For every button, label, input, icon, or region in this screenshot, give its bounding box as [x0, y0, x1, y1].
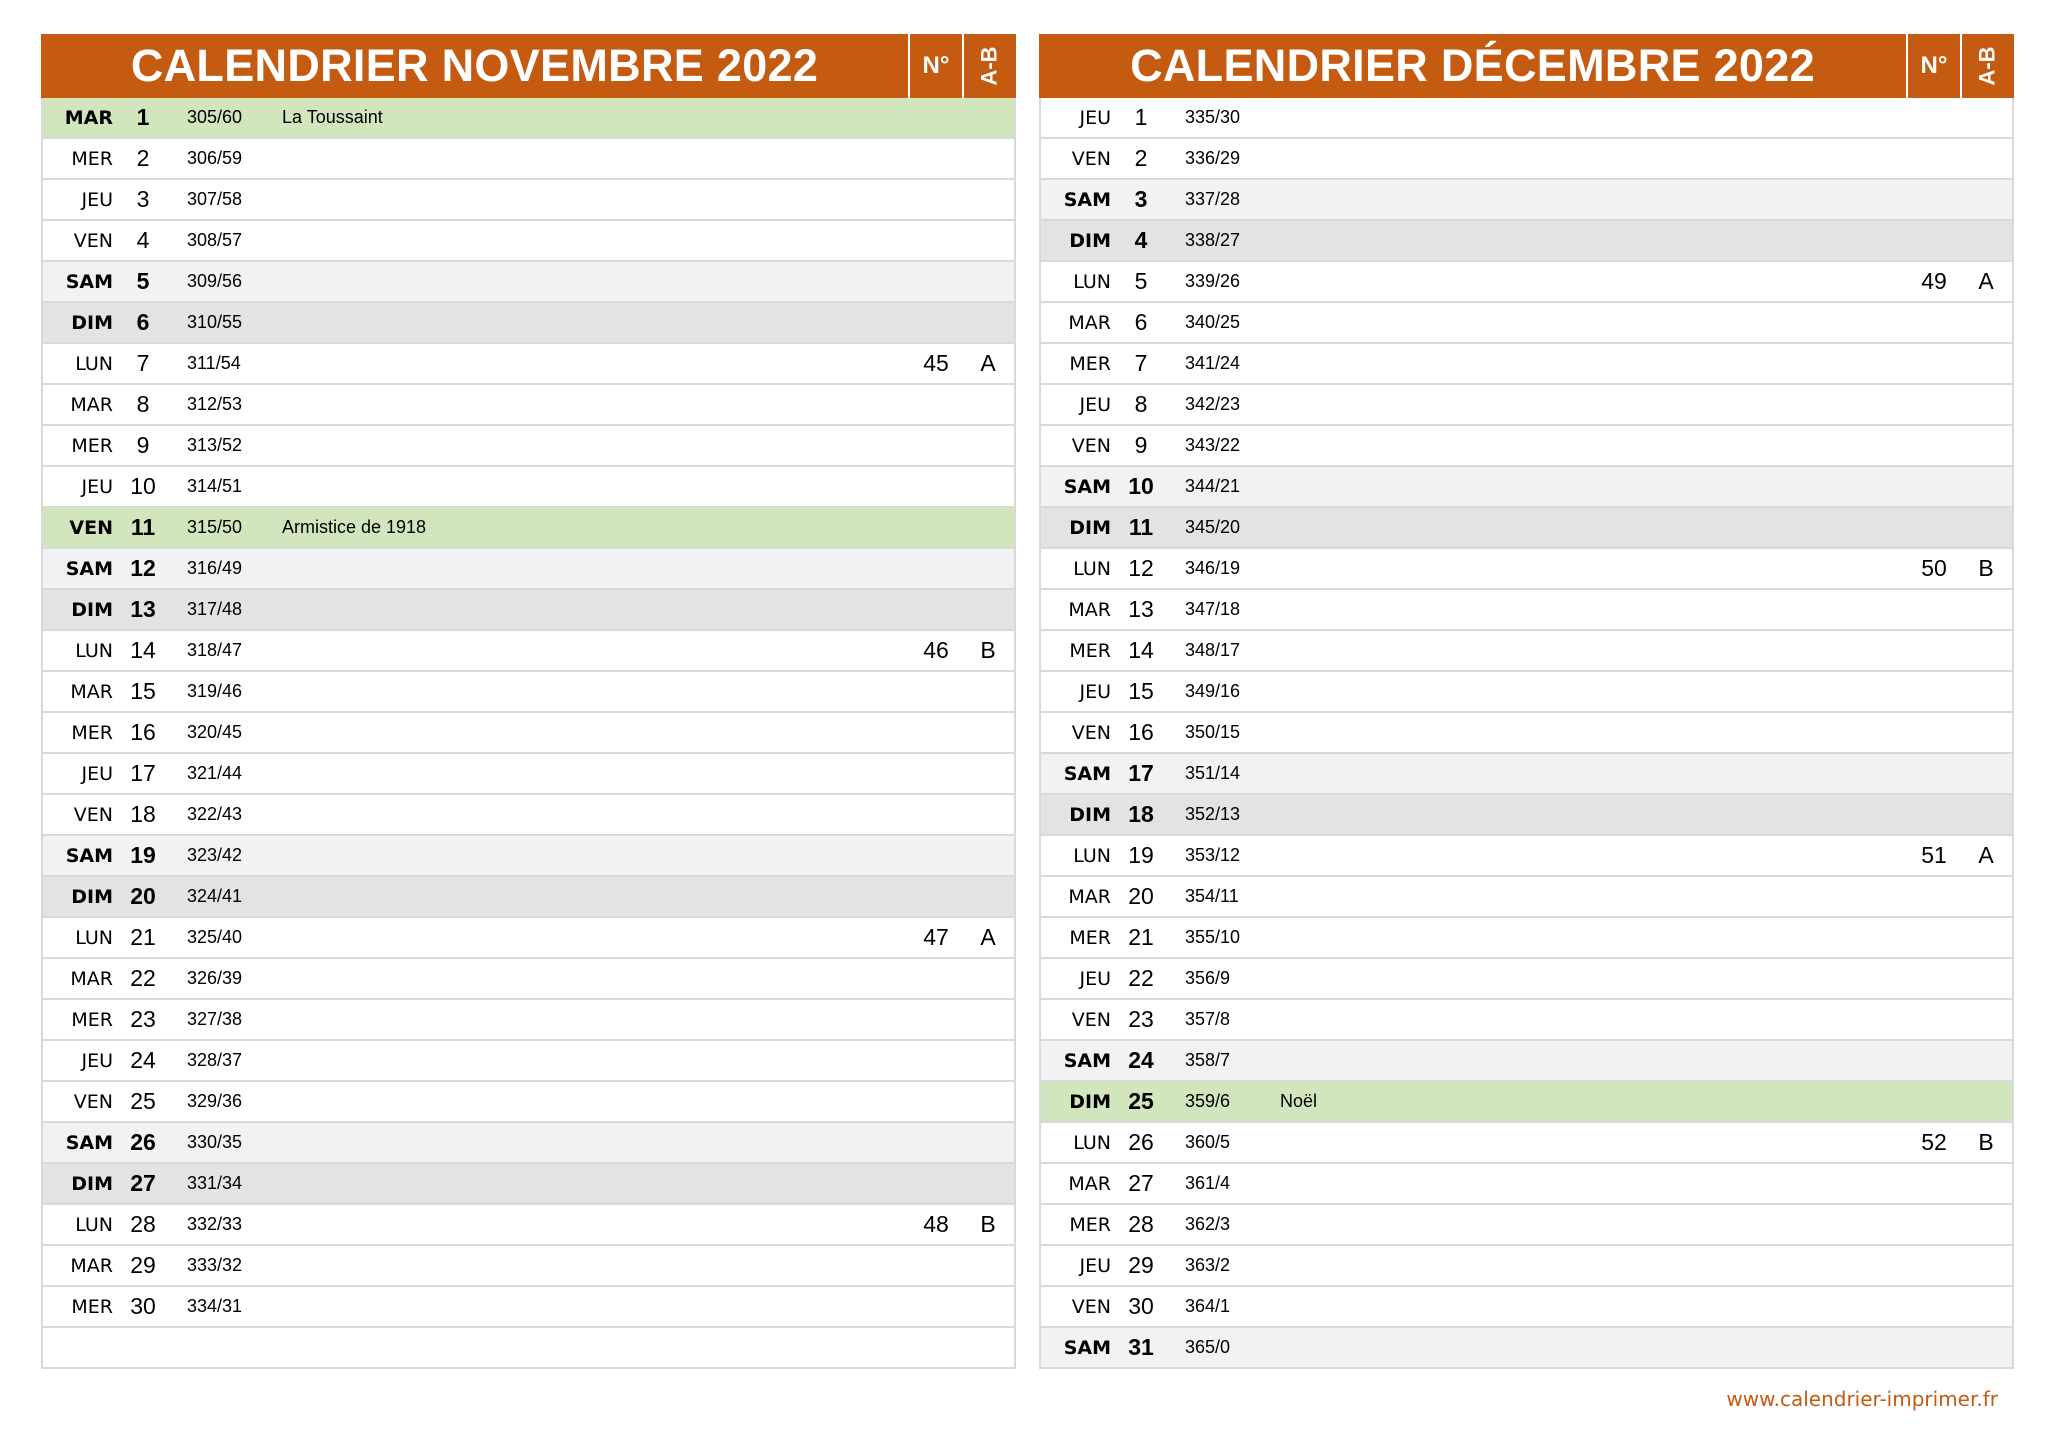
- weekday-label: MER: [71, 1295, 113, 1318]
- weekday-label: MAR: [64, 106, 113, 129]
- ab-week-header-label: A-B: [976, 46, 1002, 86]
- day-number: 25: [130, 1088, 156, 1114]
- weekday-label: MER: [71, 434, 113, 457]
- day-row: [43, 1287, 1014, 1328]
- day-row: [1041, 1328, 2012, 1367]
- calendar-header: [1039, 34, 2014, 98]
- day-of-year: 317/48: [187, 599, 243, 619]
- day-row: [43, 1000, 1014, 1041]
- weekday-label: MER: [1069, 1213, 1111, 1236]
- weekday-label: MAR: [70, 967, 113, 990]
- weekday-label: LUN: [75, 1213, 113, 1236]
- day-number: 9: [1134, 432, 1148, 458]
- day-number: 4: [1134, 227, 1148, 253]
- day-number: 22: [130, 965, 156, 991]
- weekday-label: LUN: [1073, 844, 1111, 867]
- day-number: 10: [1128, 473, 1154, 499]
- day-number: 16: [1128, 719, 1154, 745]
- day-number: 9: [136, 432, 150, 458]
- weekday-label: DIM: [1069, 803, 1111, 826]
- day-row: [43, 303, 1014, 344]
- weekday-label: JEU: [81, 762, 113, 785]
- day-row: [1041, 1164, 2012, 1205]
- day-row: [1041, 180, 2012, 221]
- day-number: 17: [130, 760, 156, 786]
- day-of-year: 306/59: [187, 148, 243, 168]
- day-row: [1041, 139, 2012, 180]
- day-of-year: 329/36: [187, 1091, 243, 1111]
- day-of-year: 313/52: [187, 435, 243, 455]
- day-of-year: 322/43: [187, 804, 243, 824]
- weekday-label: MER: [71, 1008, 113, 1031]
- day-of-year: 310/55: [187, 312, 243, 332]
- day-of-year: 344/21: [1185, 476, 1241, 496]
- day-of-year: 364/1: [1185, 1296, 1231, 1316]
- day-number: 17: [1128, 760, 1154, 786]
- day-number: 1: [136, 104, 150, 130]
- day-of-year: 308/57: [187, 230, 243, 250]
- weekday-label: VEN: [1071, 147, 1111, 170]
- day-row: [1041, 262, 2012, 303]
- day-row: [1041, 1205, 2012, 1246]
- calendar-december: [1039, 34, 2014, 1369]
- week-ab: A: [980, 350, 996, 376]
- weekday-label: VEN: [1071, 434, 1111, 457]
- week-ab: B: [1978, 555, 1994, 581]
- day-number: 11: [130, 514, 156, 540]
- day-row: [43, 98, 1014, 139]
- calendar-november: [41, 34, 1016, 1369]
- day-row: [1041, 1246, 2012, 1287]
- day-of-year: 333/32: [187, 1255, 243, 1275]
- day-row: [1041, 549, 2012, 590]
- day-number: 10: [130, 473, 156, 499]
- day-row: [1041, 877, 2012, 918]
- day-number: 30: [130, 1293, 156, 1319]
- day-of-year: 334/31: [187, 1296, 243, 1316]
- calendar-body: [41, 98, 1016, 1369]
- weekday-label: VEN: [73, 229, 113, 252]
- weekday-label: MAR: [70, 1254, 113, 1277]
- day-number: 25: [1128, 1088, 1154, 1114]
- day-of-year: 349/16: [1185, 681, 1241, 701]
- day-of-year: 305/60: [187, 107, 243, 127]
- day-row: [43, 385, 1014, 426]
- day-row: [1041, 1287, 2012, 1328]
- weekday-label: JEU: [81, 188, 113, 211]
- day-of-year: 352/13: [1185, 804, 1241, 824]
- week-ab: B: [980, 1211, 996, 1237]
- day-number: 11: [1128, 514, 1154, 540]
- day-number: 15: [130, 678, 156, 704]
- day-row: [1041, 1082, 2012, 1123]
- day-number: 27: [130, 1170, 156, 1196]
- day-row: [43, 139, 1014, 180]
- day-of-year: 307/58: [187, 189, 243, 209]
- day-number: 1: [1134, 104, 1148, 130]
- day-number: 19: [1128, 842, 1154, 868]
- weekday-label: JEU: [81, 475, 113, 498]
- day-row: [43, 836, 1014, 877]
- weekday-label: SAM: [1063, 1336, 1111, 1359]
- day-of-year: 327/38: [187, 1009, 243, 1029]
- weekday-label: MAR: [70, 680, 113, 703]
- day-row: [43, 918, 1014, 959]
- week-number: 48: [923, 1211, 949, 1237]
- day-of-year: 340/25: [1185, 312, 1241, 332]
- ab-week-header-label: A-B: [1974, 46, 2000, 86]
- day-of-year: 325/40: [187, 927, 243, 947]
- day-row: [1041, 1041, 2012, 1082]
- day-of-year: 314/51: [187, 476, 243, 496]
- day-of-year: 331/34: [187, 1173, 243, 1193]
- weekday-label: MAR: [1068, 1172, 1111, 1195]
- day-of-year: 348/17: [1185, 640, 1241, 660]
- day-row: [1041, 631, 2012, 672]
- day-of-year: 342/23: [1185, 394, 1241, 414]
- day-number: 12: [130, 555, 156, 581]
- day-number: 28: [130, 1211, 156, 1237]
- day-of-year: 341/24: [1185, 353, 1241, 373]
- day-of-year: 356/9: [1185, 968, 1231, 988]
- weekday-label: LUN: [1073, 270, 1111, 293]
- day-of-year: 360/5: [1185, 1132, 1231, 1152]
- weekday-label: LUN: [1073, 557, 1111, 580]
- day-number: 18: [130, 801, 156, 827]
- day-number: 5: [1134, 268, 1148, 294]
- day-number: 29: [1128, 1252, 1154, 1278]
- weekday-label: LUN: [1073, 1131, 1111, 1154]
- day-of-year: 332/33: [187, 1214, 243, 1234]
- day-of-year: 336/29: [1185, 148, 1241, 168]
- day-of-year: 338/27: [1185, 230, 1241, 250]
- week-number-header: N°: [1906, 34, 1960, 98]
- weekday-label: MER: [1069, 352, 1111, 375]
- day-of-year: 337/28: [1185, 189, 1241, 209]
- day-row: [1041, 754, 2012, 795]
- day-number: 21: [1128, 924, 1154, 950]
- day-row: [43, 344, 1014, 385]
- day-row: [43, 180, 1014, 221]
- weekday-label: JEU: [1079, 967, 1111, 990]
- day-of-year: 347/18: [1185, 599, 1241, 619]
- event-label: Noël: [1280, 1091, 1318, 1111]
- calendar-title: CALENDRIER NOVEMBRE 2022: [130, 40, 819, 91]
- day-number: 5: [136, 268, 150, 294]
- weekday-label: DIM: [71, 598, 113, 621]
- weekday-label: SAM: [65, 1131, 113, 1154]
- weekday-label: DIM: [71, 885, 113, 908]
- day-row: [43, 1246, 1014, 1287]
- day-number: 30: [1128, 1293, 1154, 1319]
- week-ab: A: [1978, 268, 1994, 294]
- day-row: [1041, 795, 2012, 836]
- day-of-year: 328/37: [187, 1050, 243, 1070]
- day-row: [43, 426, 1014, 467]
- day-row: [1041, 344, 2012, 385]
- day-of-year: 326/39: [187, 968, 243, 988]
- day-of-year: 346/19: [1185, 558, 1241, 578]
- day-number: 12: [1128, 555, 1154, 581]
- weekday-label: DIM: [71, 311, 113, 334]
- week-number: 46: [923, 637, 949, 663]
- day-number: 19: [130, 842, 156, 868]
- weekday-label: JEU: [1079, 393, 1111, 416]
- week-number: 51: [1921, 842, 1947, 868]
- day-number: 28: [1128, 1211, 1154, 1237]
- day-of-year: 320/45: [187, 722, 243, 742]
- day-number: 3: [136, 186, 150, 212]
- weekday-label: SAM: [65, 557, 113, 580]
- weekday-label: MAR: [1068, 885, 1111, 908]
- week-number: 49: [1921, 268, 1947, 294]
- day-of-year: 359/6: [1185, 1091, 1231, 1111]
- day-row: [43, 713, 1014, 754]
- day-number: 13: [130, 596, 156, 622]
- day-of-year: 316/49: [187, 558, 243, 578]
- weekday-label: DIM: [1069, 1090, 1111, 1113]
- day-of-year: 353/12: [1185, 845, 1241, 865]
- calendar-body: [1039, 98, 2014, 1369]
- weekday-label: DIM: [71, 1172, 113, 1195]
- weekday-label: MER: [71, 147, 113, 170]
- weekday-label: LUN: [75, 926, 113, 949]
- day-row: [43, 508, 1014, 549]
- day-number: 4: [136, 227, 150, 253]
- calendar-header: [41, 34, 1016, 98]
- day-row: [1041, 1123, 2012, 1164]
- day-row: [43, 1123, 1014, 1164]
- day-of-year: 343/22: [1185, 435, 1241, 455]
- day-number: 24: [1128, 1047, 1154, 1073]
- day-row: [43, 631, 1014, 672]
- day-row: [43, 1205, 1014, 1246]
- day-row: [43, 1041, 1014, 1082]
- week-number: 45: [923, 350, 949, 376]
- day-number: 24: [130, 1047, 156, 1073]
- day-number: 7: [1134, 350, 1148, 376]
- day-number: 2: [136, 145, 150, 171]
- day-row: [43, 262, 1014, 303]
- day-of-year: 365/0: [1185, 1337, 1231, 1357]
- day-number: 6: [1134, 309, 1148, 335]
- day-row: [1041, 590, 2012, 631]
- day-row: [43, 467, 1014, 508]
- day-row: [43, 221, 1014, 262]
- week-ab: A: [1978, 842, 1994, 868]
- day-row: [43, 1164, 1014, 1205]
- day-of-year: 355/10: [1185, 927, 1241, 947]
- day-of-year: 361/4: [1185, 1173, 1231, 1193]
- weekday-label: MER: [71, 721, 113, 744]
- day-row: [43, 590, 1014, 631]
- day-of-year: 339/26: [1185, 271, 1241, 291]
- weekday-label: MER: [1069, 926, 1111, 949]
- day-of-year: 358/7: [1185, 1050, 1231, 1070]
- day-row: [43, 754, 1014, 795]
- week-ab: A: [980, 924, 996, 950]
- day-row: [1041, 467, 2012, 508]
- day-row: [1041, 836, 2012, 877]
- day-row: [1041, 959, 2012, 1000]
- week-number: 50: [1921, 555, 1947, 581]
- day-of-year: 311/54: [187, 353, 241, 373]
- day-row: [43, 549, 1014, 590]
- weekday-label: JEU: [1079, 680, 1111, 703]
- day-row: [1041, 221, 2012, 262]
- day-of-year: 345/20: [1185, 517, 1241, 537]
- day-of-year: 330/35: [187, 1132, 243, 1152]
- day-of-year: 309/56: [187, 271, 243, 291]
- day-of-year: 362/3: [1185, 1214, 1231, 1234]
- week-number: 52: [1921, 1129, 1947, 1155]
- weekday-label: MER: [1069, 639, 1111, 662]
- weekday-label: MAR: [70, 393, 113, 416]
- day-of-year: 354/11: [1185, 886, 1239, 906]
- day-number: 31: [1128, 1334, 1154, 1360]
- weekday-label: VEN: [1071, 721, 1111, 744]
- day-number: 7: [136, 350, 150, 376]
- weekday-label: VEN: [69, 516, 113, 539]
- day-number: 22: [1128, 965, 1154, 991]
- day-of-year: 321/44: [187, 763, 243, 783]
- weekday-label: SAM: [1063, 475, 1111, 498]
- weekday-label: JEU: [81, 1049, 113, 1072]
- week-ab: B: [1978, 1129, 1994, 1155]
- day-number: 26: [130, 1129, 156, 1155]
- day-number: 20: [130, 883, 156, 909]
- day-of-year: 312/53: [187, 394, 243, 414]
- weekday-label: LUN: [75, 352, 113, 375]
- day-of-year: 315/50: [187, 517, 243, 537]
- day-of-year: 324/41: [187, 886, 243, 906]
- weekday-label: MAR: [1068, 311, 1111, 334]
- day-number: 16: [130, 719, 156, 745]
- day-number: 3: [1134, 186, 1148, 212]
- day-row: [1041, 508, 2012, 549]
- day-number: 8: [136, 391, 150, 417]
- day-of-year: 350/15: [1185, 722, 1241, 742]
- day-number: 29: [130, 1252, 156, 1278]
- day-row: [43, 795, 1014, 836]
- weekday-label: SAM: [65, 844, 113, 867]
- day-number: 2: [1134, 145, 1148, 171]
- weekday-label: SAM: [65, 270, 113, 293]
- day-row: [1041, 672, 2012, 713]
- weekday-label: VEN: [73, 803, 113, 826]
- event-label: La Toussaint: [282, 107, 383, 127]
- weekday-label: JEU: [1079, 106, 1111, 129]
- day-of-year: 319/46: [187, 681, 243, 701]
- day-row: [43, 1082, 1014, 1123]
- day-number: 14: [130, 637, 156, 663]
- weekday-label: DIM: [1069, 516, 1111, 539]
- weekday-label: SAM: [1063, 1049, 1111, 1072]
- day-row: [1041, 303, 2012, 344]
- weekday-label: VEN: [1071, 1295, 1111, 1318]
- day-number: 26: [1128, 1129, 1154, 1155]
- day-row: [43, 672, 1014, 713]
- day-number: 21: [130, 924, 156, 950]
- weekday-label: SAM: [1063, 188, 1111, 211]
- event-label: Armistice de 1918: [282, 517, 427, 537]
- day-number: 27: [1128, 1170, 1154, 1196]
- day-number: 6: [136, 309, 150, 335]
- day-row: [1041, 713, 2012, 754]
- ab-week-header: [1960, 34, 2014, 98]
- footer-url[interactable]: www.calendrier-imprimer.fr: [1726, 1387, 1998, 1411]
- day-of-year: 318/47: [187, 640, 243, 660]
- day-number: 23: [130, 1006, 156, 1032]
- calendar-title: CALENDRIER DÉCEMBRE 2022: [1130, 40, 1815, 91]
- day-row: [1041, 426, 2012, 467]
- day-of-year: 351/14: [1185, 763, 1241, 783]
- week-number: 47: [923, 924, 949, 950]
- day-number: 13: [1128, 596, 1154, 622]
- day-of-year: 357/8: [1185, 1009, 1231, 1029]
- weekday-label: VEN: [73, 1090, 113, 1113]
- day-row: [43, 1328, 1014, 1367]
- day-number: 14: [1128, 637, 1154, 663]
- weekday-label: JEU: [1079, 1254, 1111, 1277]
- day-row: [1041, 1000, 2012, 1041]
- weekday-label: LUN: [75, 639, 113, 662]
- day-row: [1041, 918, 2012, 959]
- weekday-label: VEN: [1071, 1008, 1111, 1031]
- day-of-year: 335/30: [1185, 107, 1241, 127]
- day-row: [1041, 98, 2012, 139]
- day-number: 23: [1128, 1006, 1154, 1032]
- day-row: [1041, 385, 2012, 426]
- day-number: 8: [1134, 391, 1148, 417]
- week-ab: B: [980, 637, 996, 663]
- ab-week-header: [962, 34, 1016, 98]
- weekday-label: MAR: [1068, 598, 1111, 621]
- day-number: 15: [1128, 678, 1154, 704]
- day-row: [43, 877, 1014, 918]
- week-number-header: N°: [908, 34, 962, 98]
- weekday-label: SAM: [1063, 762, 1111, 785]
- day-number: 20: [1128, 883, 1154, 909]
- day-number: 18: [1128, 801, 1154, 827]
- day-row: [43, 959, 1014, 1000]
- day-of-year: 363/2: [1185, 1255, 1231, 1275]
- weekday-label: DIM: [1069, 229, 1111, 252]
- day-of-year: 323/42: [187, 845, 243, 865]
